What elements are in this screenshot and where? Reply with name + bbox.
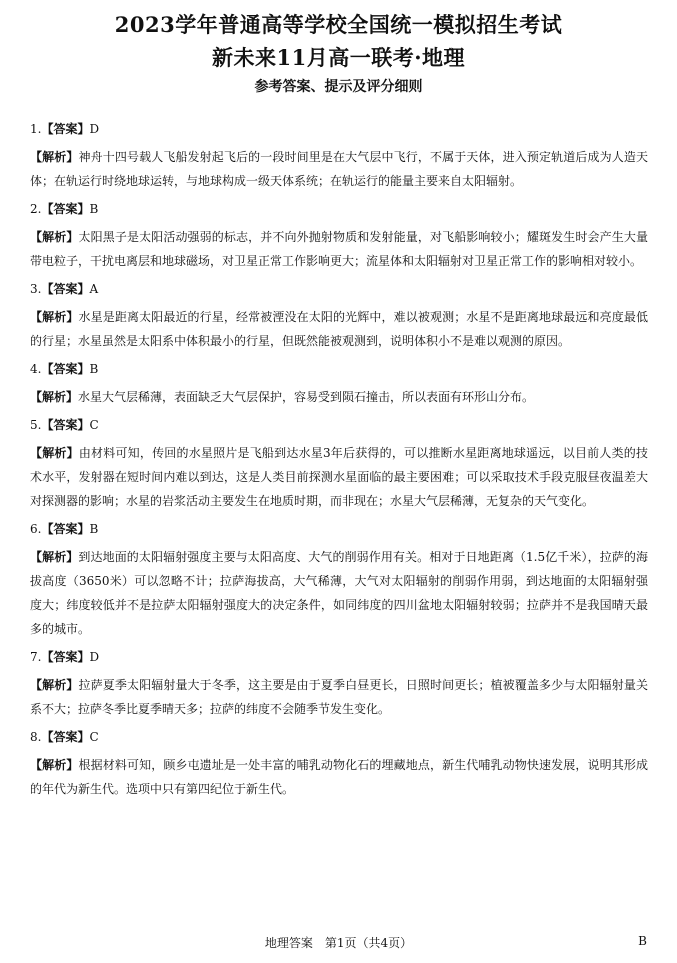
answer-list bbox=[30, 118, 648, 806]
answer-value: C bbox=[89, 418, 99, 432]
analysis-tag: 【解析】 bbox=[30, 446, 79, 460]
version-label: B bbox=[638, 934, 647, 948]
answer-tag: 【答案】 bbox=[41, 122, 90, 136]
analysis-tag: 【解析】 bbox=[30, 310, 79, 324]
analysis-text: 到达地面的太阳辐射强度主要与太阳高度、大气的削弱作用有关。相对于日地距离（1.5亿千米），拉萨的海拔高度（3650米）可以忽略不计；拉萨海拔高，大气稀薄，大气对太阳辐射的削弱作用弱，到达地面的太阳辐射强度大；纬度较低并不是拉萨太阳辐射强度大的决定条件，如同纬度的四川盆地太阳辐射较弱；拉萨并不是我国晴天最多的城市。 bbox=[30, 550, 648, 636]
answer-line bbox=[30, 726, 648, 748]
answer-line bbox=[30, 118, 648, 140]
answer-value: D bbox=[89, 122, 100, 136]
answer-value: A bbox=[89, 282, 99, 296]
analysis-text: 神舟十四号载人飞船发射起飞后的一段时间里是在大气层中飞行，不属于天体，进入预定轨道后成为人造天体；在轨运行时绕地球运转，与地球构成一级天体系统；在轨运行的能量主要来自太阳辐射。 bbox=[30, 150, 648, 188]
analysis-paragraph bbox=[30, 145, 648, 193]
page-subtitle: 新未来11月高一联考·地理 bbox=[211, 45, 466, 70]
question-number: 5. bbox=[30, 418, 42, 432]
answer-value: D bbox=[89, 650, 100, 664]
question-number: 1. bbox=[30, 122, 42, 136]
section-heading: 参考答案、提示及评分细则 bbox=[254, 79, 423, 95]
analysis-tag: 【解析】 bbox=[30, 678, 79, 692]
answer-line bbox=[30, 198, 648, 220]
answer-line bbox=[30, 358, 648, 380]
answer-tag: 【答案】 bbox=[41, 730, 90, 744]
answer-tag: 【答案】 bbox=[41, 650, 90, 664]
answer-tag: 【答案】 bbox=[41, 522, 90, 536]
answer-value: B bbox=[89, 362, 99, 376]
analysis-tag: 【解析】 bbox=[30, 230, 79, 244]
answer-tag: 【答案】 bbox=[41, 418, 90, 432]
analysis-text: 拉萨夏季太阳辐射量大于冬季，这主要是由于夏季白昼更长，日照时间更长；植被覆盖多少与太阳辐射量关系不大；拉萨冬季比夏季晴天多；拉萨的纬度不会随季节发生变化。 bbox=[30, 678, 648, 716]
analysis-text: 水星大气层稀薄，表面缺乏大气层保护，容易受到陨石撞击，所以表面有环形山分布。 bbox=[78, 390, 535, 404]
answer-item-4 bbox=[30, 358, 648, 409]
analysis-paragraph bbox=[30, 305, 648, 353]
answer-value: C bbox=[89, 730, 99, 744]
analysis-text: 由材料可知，传回的水星照片是飞船到达水星3年后获得的，可以推断水星距离地球遥远，以目前人类的技术水平，发射器在短时间内难以到达，这是人类目前探测水星面临的最主要困难；可以采取技术手段克服昼夜温差大对探测器的影响；水星的岩浆活动主要发生在地质时期，而非现在；水星大气层稀薄，无复杂的天气变化。 bbox=[30, 446, 648, 508]
answer-value: B bbox=[89, 522, 99, 536]
analysis-paragraph bbox=[30, 441, 648, 513]
answer-tag: 【答案】 bbox=[41, 282, 90, 296]
question-number: 3. bbox=[30, 282, 42, 296]
answer-line bbox=[30, 518, 648, 540]
question-number: 6. bbox=[30, 522, 42, 536]
answer-line bbox=[30, 278, 648, 300]
answer-item-2 bbox=[30, 198, 648, 273]
answer-value: B bbox=[89, 202, 99, 216]
answer-item-6 bbox=[30, 518, 648, 641]
answer-item-7 bbox=[30, 646, 648, 721]
page-footer: 地理答案 第1页（共4页） bbox=[264, 936, 413, 950]
answer-item-3 bbox=[30, 278, 648, 353]
answer-item-1 bbox=[30, 118, 648, 193]
analysis-tag: 【解析】 bbox=[30, 758, 79, 772]
answer-tag: 【答案】 bbox=[41, 202, 90, 216]
answer-tag: 【答案】 bbox=[41, 362, 90, 376]
analysis-paragraph bbox=[30, 753, 648, 801]
question-number: 8. bbox=[30, 730, 42, 744]
analysis-paragraph bbox=[30, 673, 648, 721]
answer-item-5 bbox=[30, 414, 648, 513]
analysis-tag: 【解析】 bbox=[30, 550, 79, 564]
question-number: 2. bbox=[30, 202, 42, 216]
analysis-paragraph bbox=[30, 385, 648, 409]
analysis-tag: 【解析】 bbox=[30, 390, 79, 404]
answer-line bbox=[30, 646, 648, 668]
analysis-paragraph bbox=[30, 545, 648, 641]
page-title: 2023学年普通高等学校全国统一模拟招生考试 bbox=[114, 12, 563, 37]
question-number: 4. bbox=[30, 362, 42, 376]
analysis-text: 根据材料可知，顾乡屯遗址是一处丰富的哺乳动物化石的埋藏地点，新生代哺乳动物快速发展，说明其形成的年代为新生代。选项中只有第四纪位于新生代。 bbox=[30, 758, 648, 796]
analysis-text: 水星是距离太阳最近的行星，经常被湮没在太阳的光辉中，难以被观测；水星不是距离地球最远和亮度最低的行星；水星虽然是太阳系中体积最小的行星，但既然能被观测到，说明体积小不是难以观测的原因。 bbox=[30, 310, 648, 348]
answer-line bbox=[30, 414, 648, 436]
analysis-tag: 【解析】 bbox=[30, 150, 79, 164]
analysis-paragraph bbox=[30, 225, 648, 273]
answer-item-8 bbox=[30, 726, 648, 801]
analysis-text: 太阳黑子是太阳活动强弱的标志，并不向外抛射物质和发射能量，对飞船影响较小；耀斑发生时会产生大量带电粒子，干扰电离层和地球磁场，对卫星正常工作影响更大；流星体和太阳辐射对卫星正常工作的影响相对较小。 bbox=[30, 230, 648, 268]
question-number: 7. bbox=[30, 650, 42, 664]
